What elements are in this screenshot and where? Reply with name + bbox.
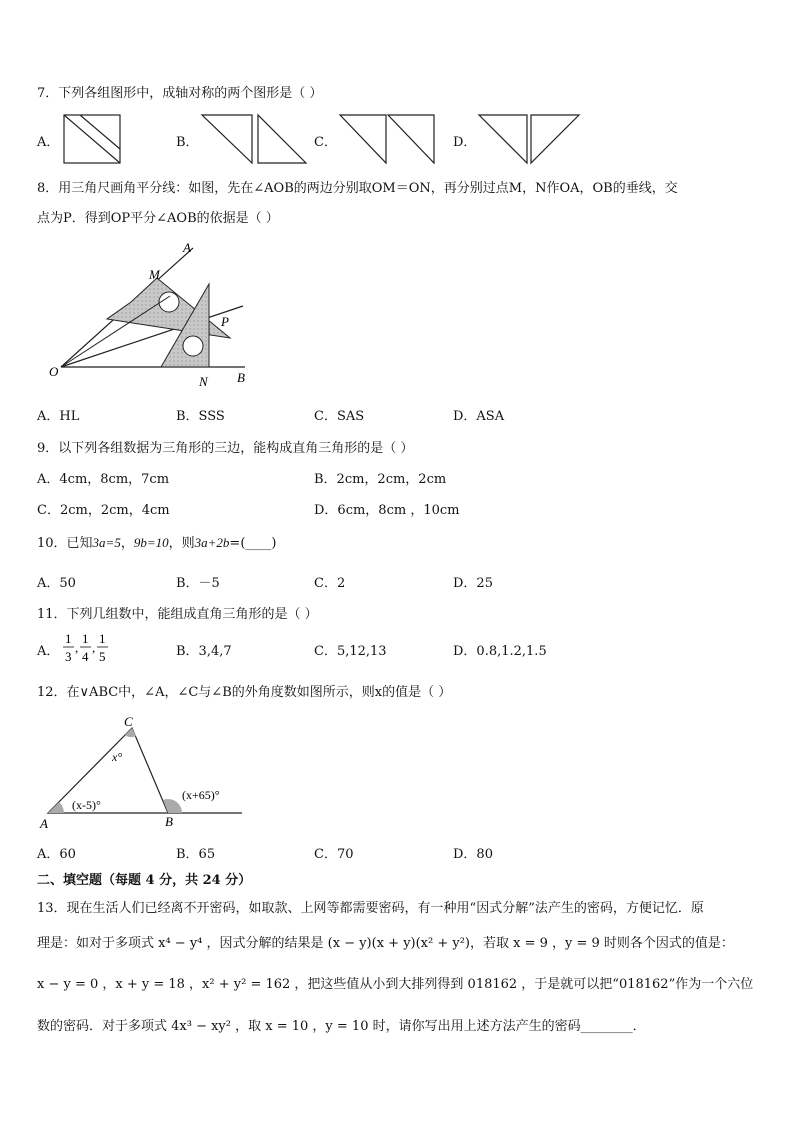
svg-text:4: 4: [82, 649, 89, 664]
q7-option-c-label: C．: [314, 135, 337, 150]
q13-line4: 数的密码．对于多项式 4x³ − xy² ，取 x = 10 ，y = 10 时，请你写出用上述方法产生的密码________．: [37, 1019, 646, 1034]
section-2-heading: 二、填空题（每题 4 分，共 24 分）: [37, 873, 252, 888]
q12-option-b: B．65: [176, 847, 216, 862]
q12-label-x: x°: [112, 750, 123, 764]
q11-option-a-label: A．: [37, 644, 60, 659]
svg-text:1: 1: [99, 631, 106, 646]
q7-stem: 7．下列各组图形中，成轴对称的两个图形是（ ）: [37, 86, 323, 101]
q8-figure: [45, 236, 265, 394]
q10-option-d: D．25: [453, 576, 493, 591]
svg-text:1: 1: [65, 631, 72, 646]
q10-stem-b: ，则: [168, 536, 195, 551]
q10-stem-c: =(____): [229, 536, 277, 551]
q13-line3: x − y = 0 ，x + y = 18 ，x² + y² = 162 ，把这些值从小到大排列得到 018162 ，于是就可以把“018162”作为一个六位: [37, 977, 754, 992]
q8-option-d: D．ASA: [453, 409, 505, 424]
q7-option-a-figure: [62, 113, 122, 165]
q13-line2: 理是：如对于多项式 x⁴ − y⁴ ，因式分解的结果是 (x − y)(x + y)(x² + y²)，若取 x = 9 ，y = 9 时则各个因式的值是：: [37, 936, 734, 951]
q10-option-b: B．－5: [176, 576, 220, 591]
q12-label-c: C: [124, 714, 133, 729]
svg-text:,: ,: [75, 640, 79, 655]
q7-option-b-label: B．: [176, 135, 199, 150]
q8-label-n: N: [199, 374, 208, 389]
svg-text:3: 3: [65, 649, 72, 664]
q12-label-angle-a: (x-5)°: [72, 798, 101, 812]
q12-stem: 12．在∨ABC中，∠A，∠C与∠B的外角度数如图所示，则x的值是（ ）: [37, 685, 452, 700]
q9-option-c: C．2cm，2cm，4cm: [37, 503, 170, 518]
q8-stem-line1: 8．用三角尺画角平分线：如图，先在∠AOB的两边分别取OM＝ON，再分别过点M，N作OA，OB的垂线，交: [37, 181, 678, 196]
q12-label-angle-b: (x+65)°: [182, 788, 220, 802]
q8-option-a: A．HL: [37, 409, 80, 424]
q8-label-p: P: [221, 314, 229, 329]
q7-option-d-figure: [477, 113, 581, 165]
q9-option-d: D．6cm，8cm ，10cm: [314, 503, 460, 518]
q8-option-b: B．SSS: [176, 409, 225, 424]
svg-text:1: 1: [82, 631, 89, 646]
q12-figure: [36, 712, 246, 832]
q11-option-d: D．0.8,1.2,1.5: [453, 644, 547, 659]
q8-option-c: C．SAS: [314, 409, 365, 424]
q11-option-a-fractions: [62, 628, 114, 668]
q11-stem: 11．下列几组数中，能组成直角三角形的是（ ）: [37, 607, 318, 622]
q12-label-b: B: [165, 814, 173, 829]
q12-option-c: C．70: [314, 847, 354, 862]
q8-label-a: A: [183, 240, 191, 255]
q8-label-o: O: [49, 364, 59, 379]
q7-option-c-figure: [338, 113, 438, 165]
q10-cond1: 3a=5: [92, 535, 121, 550]
svg-text:5: 5: [99, 649, 106, 664]
q8-label-b: B: [237, 370, 245, 385]
q7-option-b-figure: [200, 113, 310, 165]
q11-option-c: C．5,12,13: [314, 644, 387, 659]
q8-label-m: M: [149, 267, 160, 282]
q10-sep: ，: [120, 536, 134, 551]
q12-option-a: A．60: [37, 847, 76, 862]
q12-label-a: A: [40, 816, 48, 831]
q7-option-d-label: D．: [453, 135, 477, 150]
q9-option-b: B．2cm，2cm，2cm: [314, 472, 447, 487]
q7-option-a-label: A．: [37, 135, 60, 150]
q10-stem: [37, 532, 276, 551]
q10-option-a: A．50: [37, 576, 76, 591]
q13-line1: 13．现在生活人们已经离不开密码，如取款、上网等都需要密码，有一种用“因式分解”法产生的密码，方便记忆．原: [37, 901, 704, 916]
q10-expr: 3a+2b: [194, 535, 230, 550]
q11-option-b: B．3,4,7: [176, 644, 232, 659]
q9-option-a: A．4cm，8cm，7cm: [37, 472, 170, 487]
q8-stem-line2: 点为P．得到OP平分∠AOB的依据是（ ）: [37, 211, 279, 226]
q10-option-c: C．2: [314, 576, 346, 591]
q10-stem-a: 10．已知: [37, 536, 93, 551]
q12-option-d: D．80: [453, 847, 493, 862]
q10-cond2: 9b=10: [133, 535, 169, 550]
svg-text:,: ,: [92, 640, 96, 655]
q9-stem: 9．以下列各组数据为三角形的三边，能构成直角三角形的是（ ）: [37, 441, 414, 456]
